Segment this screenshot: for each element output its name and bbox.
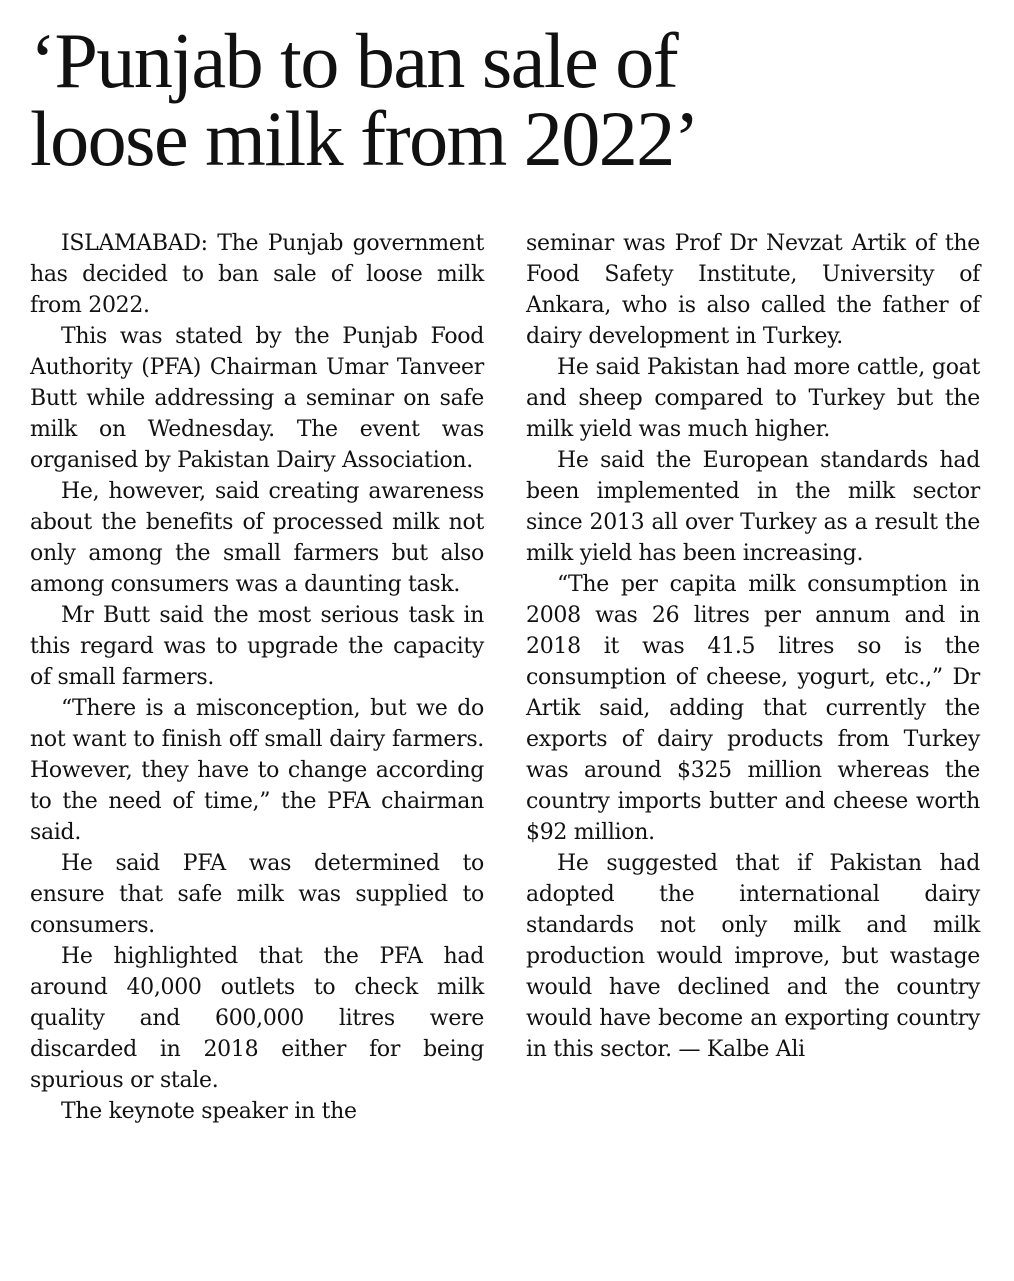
article-paragraph: “The per capita milk consumption in 2008 was 26 litres per annum and in 2018 it was 41.5 litres so is the consumption of cheese, yogurt, etc.,” Dr Artik said, adding that currently the exports of dairy products from Turkey was around $325 million whereas the country imports butter and cheese worth $92 million. [526,572,980,845]
headline-line-2: loose milk from 2022’ [30,95,699,182]
article-paragraph: He said PFA was determined to ensure that safe milk was supplied to consumers. [30,851,484,938]
article-paragraph: The keynote speaker in the [61,1099,357,1124]
article-column-right [526,228,980,1065]
article-paragraph: He suggested that if Pakistan had adopted the international dairy standards not only milk and milk production would improve, but wastage would have declined and the country would have become an exporting country in this sector. — Kalbe Ali [526,851,980,1062]
article-paragraph: He said the European standards had been implemented in the milk sector since 2013 all over Turkey as a result the milk yield has been increasing. [526,448,980,566]
article-paragraph: seminar was Prof Dr Nevzat Artik of the Food Safety Institute, University of Ankara, who is also called the father of dairy development in Turkey. [526,231,980,349]
article-paragraph: He highlighted that the PFA had around 40,000 outlets to check milk quality and 600,000 litres were discarded in 2018 either for being spurious or stale. [30,944,484,1093]
article-paragraph: He, however, said creating awareness about the benefits of processed milk not only among the small farmers but also among consumers was a daunting task. [30,479,484,597]
article-column-left [30,228,484,1127]
article-paragraph: This was stated by the Punjab Food Authority (PFA) Chairman Umar Tanveer Butt while addressing a seminar on safe milk on Wednesday. The event was organised by Pakistan Dairy Association. [30,324,484,473]
article-paragraph: ISLAMABAD: The Punjab government has decided to ban sale of loose milk from 2022. [30,231,484,318]
article-headline [30,17,990,182]
article-paragraph: He said Pakistan had more cattle, goat and sheep compared to Turkey but the milk yield was much higher. [526,355,980,442]
headline-line-1: ‘Punjab to ban sale of [30,17,678,104]
article-paragraph: “There is a misconception, but we do not want to finish off small dairy farmers. However, they have to change according to the need of time,” the PFA chairman said. [30,696,484,845]
article-paragraph: Mr Butt said the most serious task in this regard was to upgrade the capacity of small farmers. [30,603,484,690]
